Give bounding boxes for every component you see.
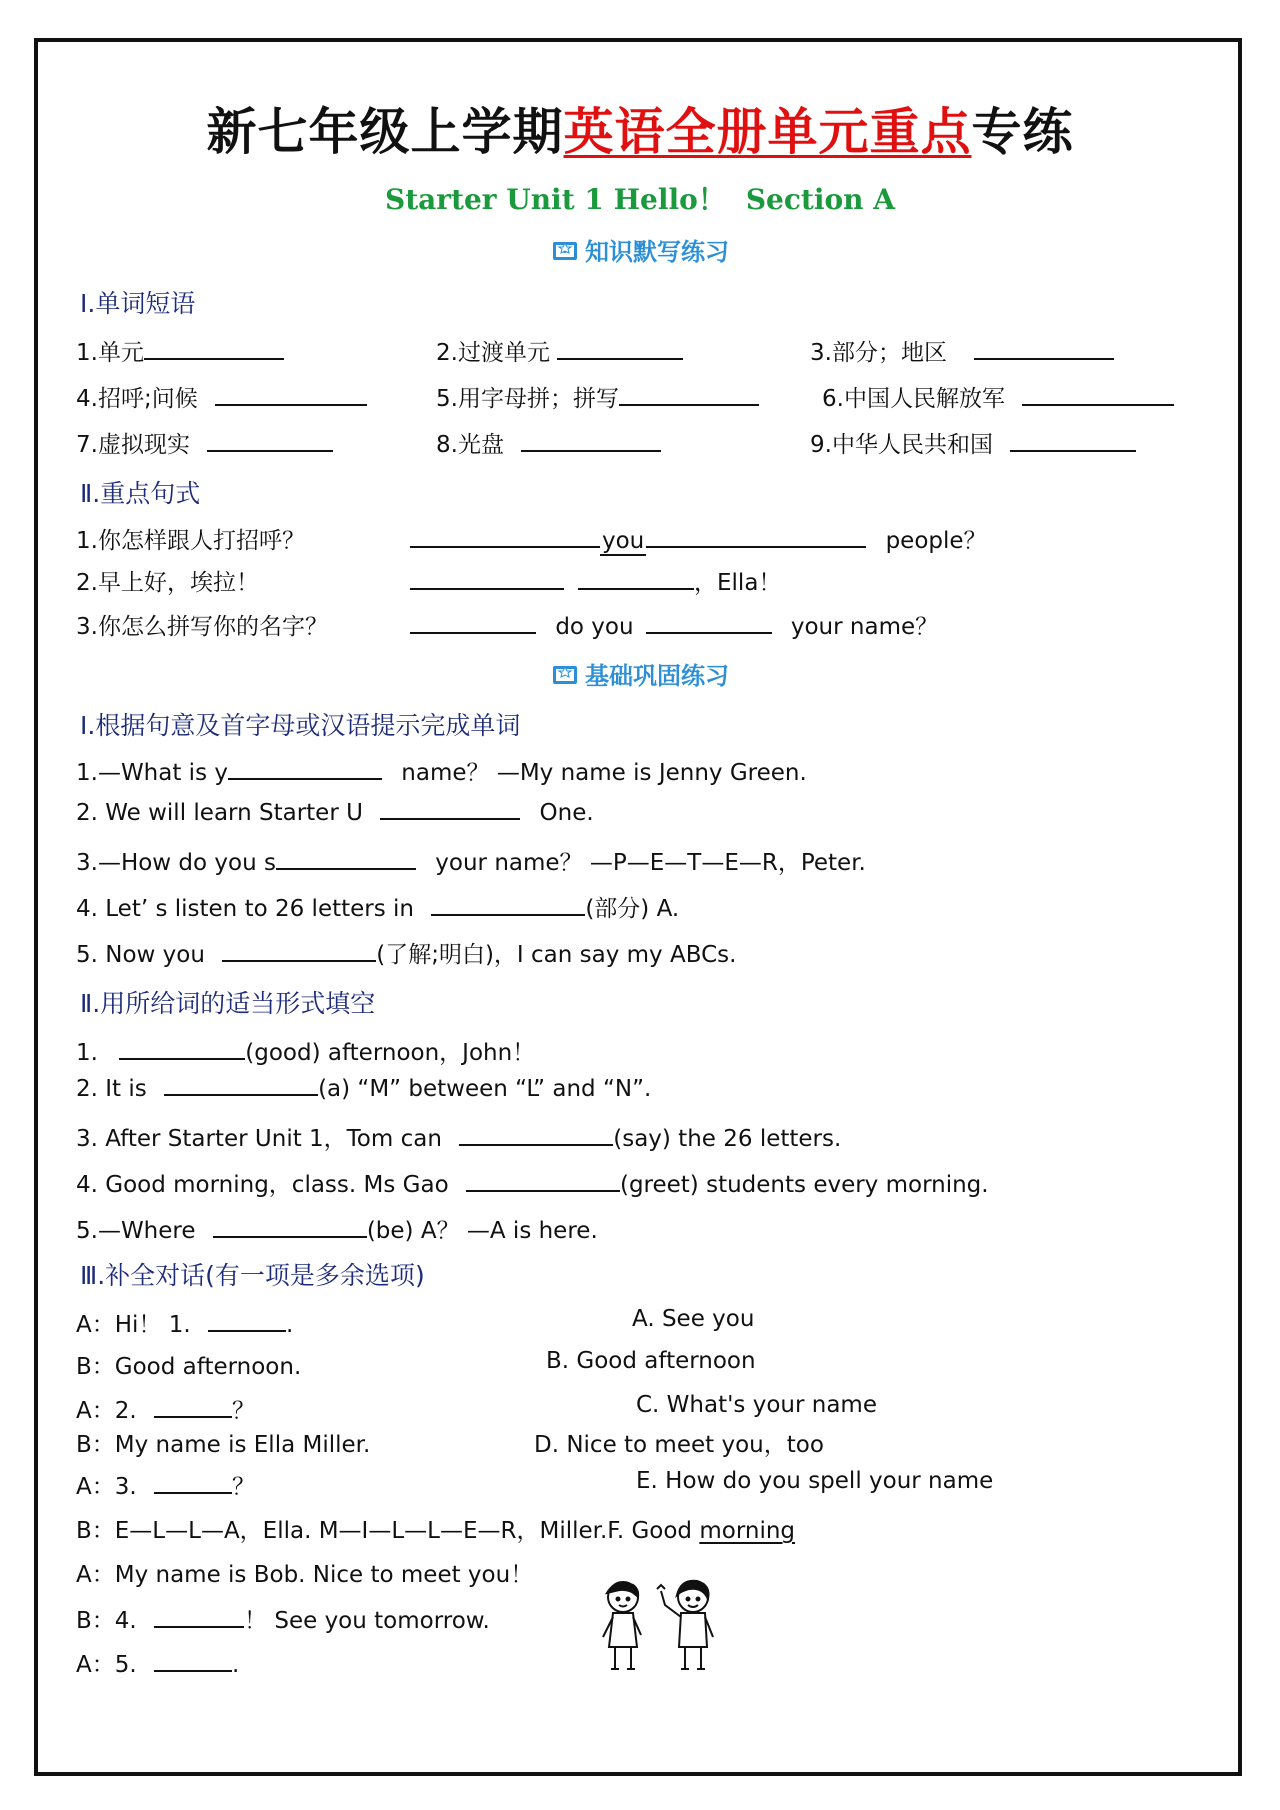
- option-b: B. Good afternoon: [546, 1348, 756, 1374]
- book-icon: [551, 238, 581, 264]
- s1-line-3: 3.—How do you s your name？ —P—E—T—E—R，Peter.: [76, 850, 866, 876]
- dialog-line-8: B：4. ！ See you tomorrow.: [76, 1608, 490, 1634]
- vocab-item-5: 5.用字母拼；拼写: [436, 380, 759, 413]
- book-icon: [551, 662, 581, 688]
- s1-line-2: 2. We will learn Starter U One.: [76, 800, 594, 826]
- kids-greeting-illustration: [585, 1575, 735, 1675]
- vocab-item-1: 1.单元: [76, 334, 284, 367]
- option-c: C. What's your name: [636, 1392, 877, 1418]
- vocab-heading: Ⅰ.单词短语: [80, 289, 196, 318]
- dialog-line-5: A：3. ？: [76, 1474, 255, 1500]
- page-title: [0, 92, 1280, 164]
- dialog-line-9: A：5. .: [76, 1652, 240, 1678]
- unit-subtitle: [0, 178, 1280, 218]
- option-f-word: morning: [699, 1518, 796, 1544]
- pattern-q2: 2.早上好，埃拉！: [76, 570, 259, 596]
- banner-basic: 基础巩固练习: [0, 656, 1280, 691]
- vocab-item-4: 4.招呼;问候: [76, 380, 367, 413]
- s2-line-3: 3. After Starter Unit 1，Tom can (say) the 26 letters.: [76, 1126, 842, 1152]
- s3-heading: Ⅲ.补全对话(有一项是多余选项): [80, 1261, 425, 1290]
- pattern-q3: 3.你怎么拼写你的名字？: [76, 614, 328, 640]
- pattern-heading: Ⅱ.重点句式: [80, 479, 201, 508]
- option-a: A. See you: [632, 1306, 755, 1332]
- s1-line-5: 5. Now you (了解;明白)，I can say my ABCs.: [76, 942, 737, 968]
- s2-line-2: 2. It is (a) “M” between “L” and “N”.: [76, 1076, 652, 1102]
- s1-line-1: 1.—What is y name？ —My name is Jenny Green.: [76, 760, 807, 786]
- vocab-item-8: 8.光盘: [436, 426, 661, 459]
- vocab-item-7: 7.虚拟现实: [76, 426, 333, 459]
- unit-name: Starter Unit 1 Hello！: [384, 183, 726, 216]
- pattern-q1: 1.你怎样跟人打招呼？: [76, 528, 305, 554]
- s1-heading: Ⅰ.根据句意及首字母或汉语提示完成单词: [80, 711, 521, 740]
- title-right: 专练: [971, 102, 1074, 161]
- dialog-line-7: A：My name is Bob. Nice to meet you！: [76, 1562, 534, 1588]
- dialog-line-1: A：Hi！ 1. .: [76, 1312, 294, 1338]
- s2-line-1: 1. (good) afternoon，John！: [76, 1040, 536, 1066]
- dialog-line-3: A：2. ？: [76, 1398, 255, 1424]
- pattern-a1: you people？: [410, 522, 987, 556]
- title-highlight: 英语全册单元重点: [563, 102, 972, 161]
- vocab-item-6: 6.中国人民解放军: [822, 380, 1174, 413]
- option-e: E. How do you spell your name: [636, 1468, 994, 1494]
- vocab-item-2: 2.过渡单元: [436, 334, 683, 367]
- vocab-item-3: 3.部分；地区: [810, 334, 1114, 367]
- pattern-a2: ，Ella！: [410, 564, 781, 597]
- option-f: F. Good: [607, 1518, 700, 1544]
- s2-line-4: 4. Good morning，class. Ms Gao (greet) students every morning.: [76, 1172, 989, 1198]
- pattern-a3: do you your name？: [410, 608, 938, 641]
- s2-line-5: 5.—Where (be) A？ —A is here.: [76, 1218, 598, 1244]
- vocab-item-9: 9.中华人民共和国: [810, 426, 1136, 459]
- option-d: D. Nice to meet you，too: [534, 1432, 824, 1458]
- dialog-line-6: B：E—L—L—A，Ella. M—I—L—L—E—R，Miller.F. Good morning: [76, 1518, 796, 1544]
- s1-line-4: 4. Let’ s listen to 26 letters in (部分) A.: [76, 896, 680, 922]
- s2-heading: Ⅱ.用所给词的适当形式填空: [80, 989, 376, 1018]
- title-left: 新七年级上学期: [206, 102, 564, 161]
- section-name: Section A: [745, 183, 895, 216]
- dialog-line-2: B：Good afternoon.: [76, 1354, 302, 1380]
- dialog-line-4: B：My name is Ella Miller.: [76, 1432, 371, 1458]
- banner-knowledge: 知识默写练习: [0, 232, 1280, 267]
